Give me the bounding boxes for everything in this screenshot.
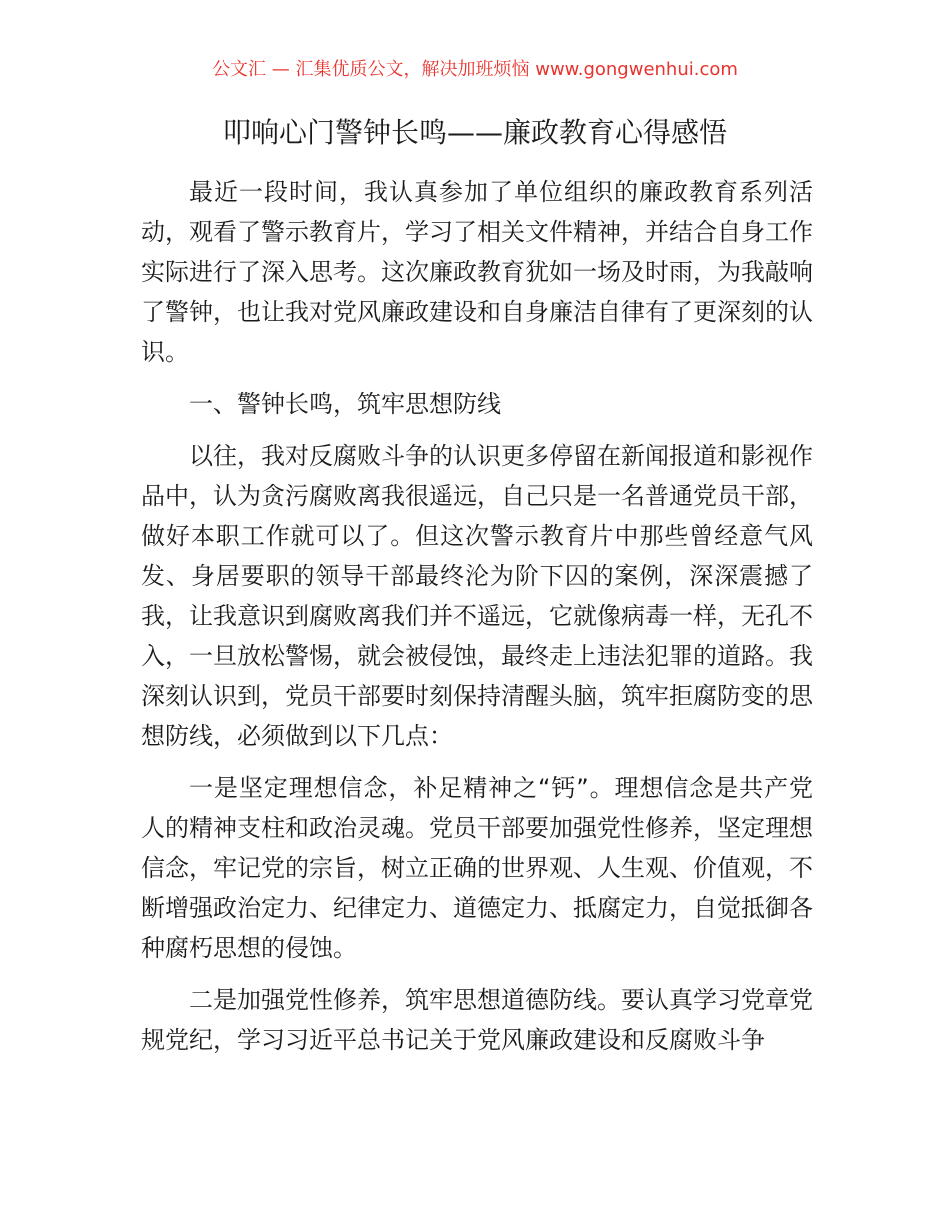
paragraph-point-1: 一是坚定理想信念，补足精神之“钙”。理想信念是共产党人的精神支柱和政治灵魂。党员干部要加强党性修养，坚定理想信念，牢记党的宗旨，树立正确的世界观、人生观、价值观，不断增强政治定力、纪律定力、道德定力、抵腐定力，自觉抵御各种腐朽思想的侵蚀。 — [141, 774, 813, 962]
paragraph-reflection: 以往，我对反腐败斗争的认识更多停留在新闻报道和影视作品中，认为贪污腐败离我很遥远，自己只是一名普通党员干部，做好本职工作就可以了。但这次警示教育片中那些曾经意气风发、身居要职的领导干部最终沦为阶下囚的案例，深深震撼了我，让我意识到腐败离我们并不遥远，它就像病毒一样，无孔不入，一旦放松警惕，就会被侵蚀，最终走上违法犯罪的道路。我深刻认识到，党员干部要时刻保持清醒头脑，筑牢拒腐防变的思想防线，必须做到以下几点： — [141, 442, 813, 750]
document-body — [141, 172, 813, 1072]
document-title: 叩响心门警钟长鸣——廉政教育心得感悟 — [222, 116, 727, 149]
site-header-banner: 公文汇 — 汇集优质公文，解决加班烦恼 www.gongwenhui.com — [212, 59, 738, 80]
paragraph-point-2: 二是加强党性修养，筑牢思想道德防线。要认真学习党章党规党纪，学习习近平总书记关于党风廉政建设和反腐败斗争 — [141, 986, 813, 1054]
paragraph-intro: 最近一段时间，我认真参加了单位组织的廉政教育系列活动，观看了警示教育片，学习了相关文件精神，并结合自身工作实际进行了深入思考。这次廉政教育犹如一场及时雨，为我敲响了警钟，也让我对党风廉政建设和自身廉洁自律有了更深刻的认识。 — [141, 178, 813, 366]
section-heading-1: 一、警钟长鸣，筑牢思想防线 — [189, 390, 501, 418]
